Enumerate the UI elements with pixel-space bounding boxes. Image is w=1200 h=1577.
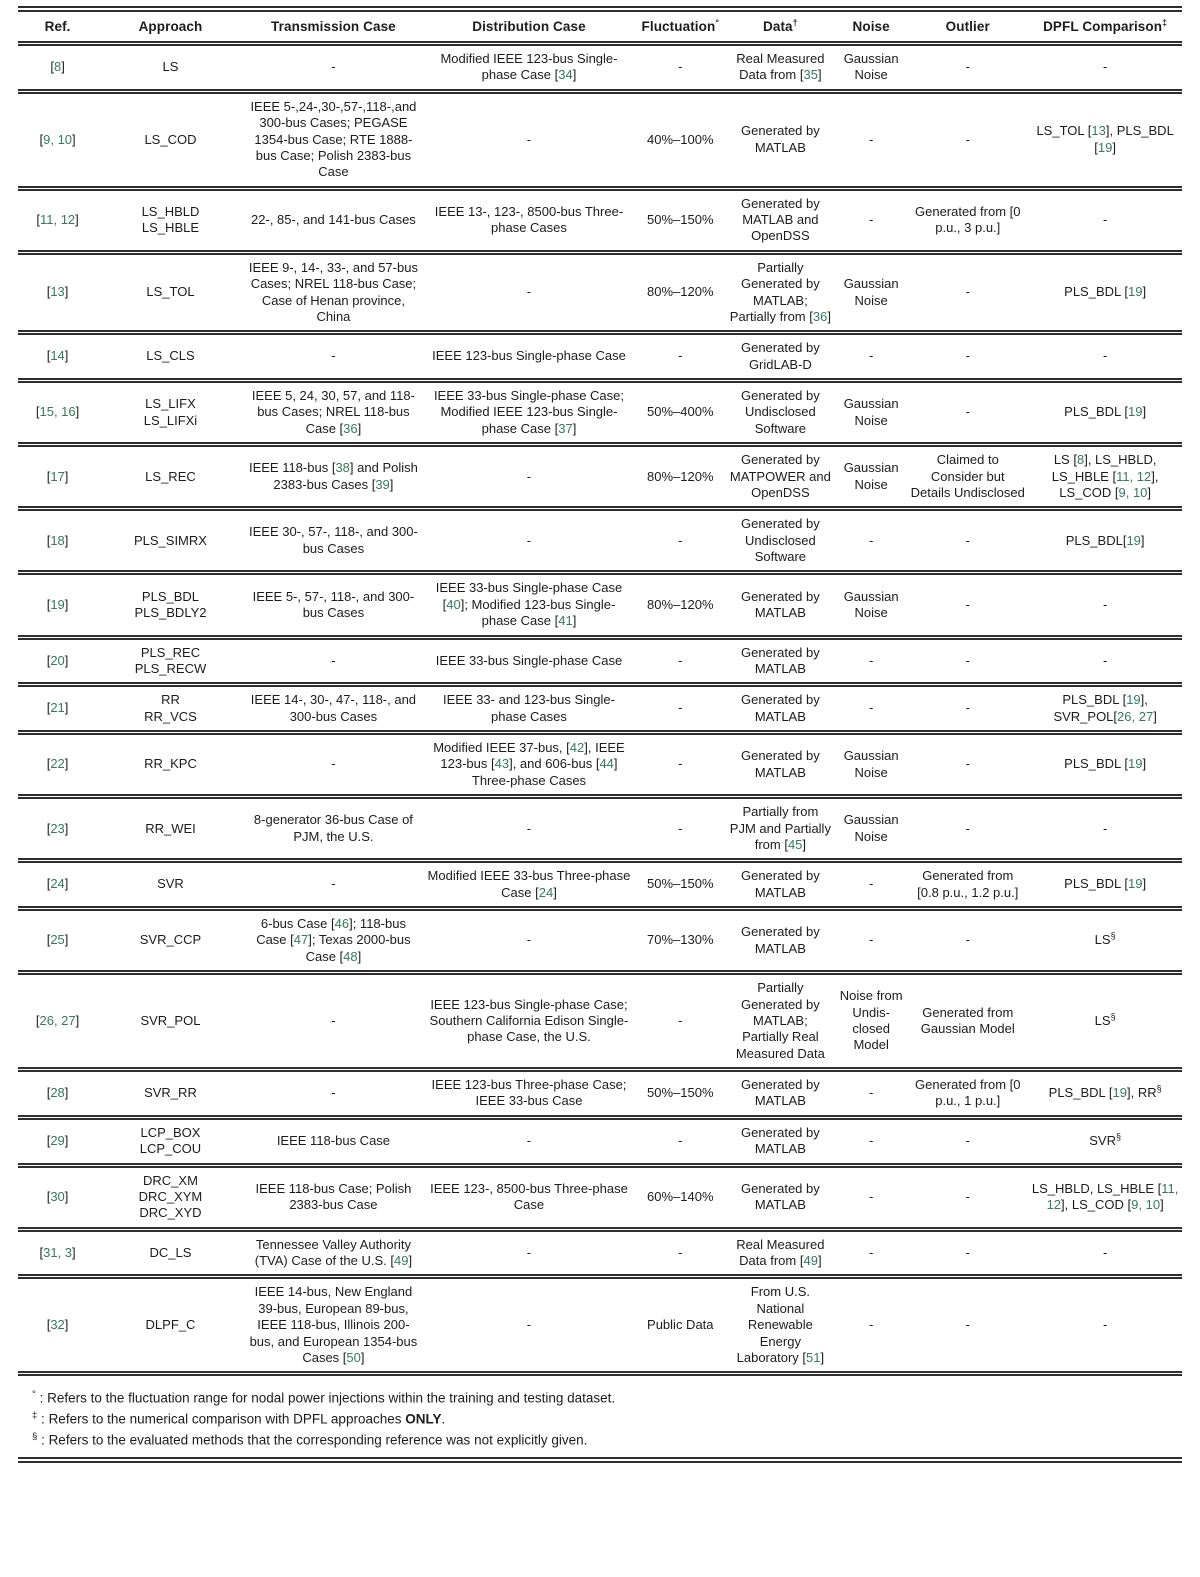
cell-dpfl-comparison: - — [1102, 1244, 1108, 1260]
table-row — [18, 509, 1182, 573]
cell-dpfl-comparison: - — [1102, 59, 1108, 75]
table-row — [18, 685, 1182, 733]
cell-outlier: - — [965, 1188, 970, 1204]
cell-dpfl-comparison: PLS_BDL [19] — [1064, 404, 1147, 420]
cell-ref: [13] — [46, 284, 69, 300]
table-row — [18, 1070, 1182, 1118]
citation-link[interactable]: 19 — [1128, 756, 1143, 772]
citation-link[interactable]: 38 — [335, 460, 350, 476]
cell-approach: SVR — [157, 876, 184, 892]
cell-distribution-case: - — [526, 820, 532, 836]
cell-fluctuation: - — [678, 756, 683, 772]
cell-ref: [19] — [46, 596, 69, 612]
citation-link[interactable]: 11, 12 — [1046, 1180, 1179, 1213]
table-row — [18, 1117, 1182, 1165]
cell-ref: [20] — [46, 652, 69, 668]
cell-dpfl-comparison: LS_TOL [13], PLS_BDL [19] — [1036, 123, 1174, 155]
cell-ref: [21] — [46, 700, 69, 716]
cell-approach: SVR_RR — [144, 1085, 197, 1101]
citation-link[interactable]: 26, 27 — [1117, 708, 1154, 724]
cell-ref: [15, 16] — [35, 404, 80, 420]
citation-link[interactable]: 48 — [343, 948, 358, 964]
cell-noise: Gaussian Noise — [843, 812, 899, 844]
cell-data: Generated by MATLAB — [740, 1077, 820, 1109]
cell-ref: [9, 10] — [39, 131, 76, 147]
cell-outlier: - — [965, 932, 970, 948]
citation-link[interactable]: 19 — [1097, 139, 1113, 155]
citation-link[interactable]: 35 — [803, 67, 818, 83]
cell-approach: DC_LS — [149, 1244, 192, 1260]
cell-fluctuation: - — [678, 59, 683, 75]
citation-link[interactable]: 39 — [375, 476, 390, 492]
citation-link[interactable]: 8 — [1076, 452, 1085, 468]
cell-fluctuation: 80%–120% — [647, 596, 714, 612]
cell-outlier: - — [965, 59, 970, 75]
cell-outlier: - — [965, 756, 970, 772]
cell-outlier: - — [965, 348, 970, 364]
cell-data: Generated by MATLAB — [740, 868, 820, 900]
cell-fluctuation: 50%–150% — [647, 876, 714, 892]
cell-data: Generated by MATLAB — [740, 123, 820, 155]
footnote-block — [18, 1380, 1182, 1462]
cell-distribution-case: IEEE 123-bus Single-phase Case; Southern California Edison Single-phase Case, the U.S. — [429, 996, 629, 1045]
cell-outlier: Generated from [0 p.u., 1 p.u.] — [915, 1077, 1021, 1109]
cell-noise: - — [868, 1132, 874, 1148]
cell-noise: - — [868, 932, 874, 948]
citation-link[interactable]: 11, 12 — [39, 212, 76, 227]
cell-distribution-case: IEEE 33-bus Single-phase Case [40]; Modified 123-bus Single-phase Case [41] — [435, 580, 623, 629]
cell-ref: [8] — [50, 59, 65, 75]
cell-outlier: Generated from Gaussian Model — [920, 1004, 1015, 1037]
cell-noise: - — [868, 212, 874, 227]
table-row — [18, 861, 1182, 909]
cell-approach: RR_KPC — [144, 756, 197, 772]
cell-dpfl-comparison: PLS_BDL [19], SVR_POL[26, 27] — [1053, 692, 1157, 724]
cell-noise: - — [868, 348, 874, 364]
cell-noise: Gaussian Noise — [843, 748, 899, 780]
cell-outlier: - — [965, 131, 970, 147]
citation-link[interactable]: 19 — [1128, 876, 1143, 892]
cell-approach: SVR_CCP — [139, 932, 202, 948]
cell-dpfl-comparison: - — [1102, 596, 1108, 612]
cell-outlier: - — [965, 652, 970, 668]
cell-fluctuation: - — [678, 1012, 683, 1028]
table-row — [18, 973, 1182, 1070]
cell-distribution-case: Modified IEEE 37-bus, [42], IEEE 123-bus [43], and 606-bus [44] Three-phase Cases — [433, 740, 625, 788]
citation-link[interactable]: 21 — [50, 700, 65, 716]
cell-noise: Gaussian Noise — [843, 588, 899, 620]
citation-link[interactable]: 13 — [50, 284, 65, 300]
cell-noise: Noise from Undis-closed Model — [839, 988, 903, 1053]
cell-data: Generated by MATLAB — [740, 644, 820, 676]
cell-distribution-case: - — [526, 468, 532, 484]
cell-distribution-case: Modified IEEE 33-bus Three-phase Case [24] — [427, 868, 631, 900]
table-row — [18, 733, 1182, 797]
table-row — [18, 44, 1182, 92]
dpfl-literature-review-table — [18, 6, 1182, 1376]
cell-fluctuation: - — [678, 700, 683, 716]
cell-fluctuation: 60%–140% — [647, 1188, 714, 1204]
cell-data: Generated by MATLAB — [740, 1124, 820, 1157]
citation-link[interactable]: 19 — [1112, 1085, 1127, 1101]
footnote-mark: ‡ — [32, 1410, 38, 1421]
citation-link[interactable]: 19 — [1128, 284, 1143, 300]
citation-link[interactable]: 43 — [494, 756, 510, 772]
citation-link[interactable]: 20 — [50, 652, 65, 668]
citation-link[interactable]: 51 — [806, 1349, 821, 1365]
citation-link[interactable]: 9, 10 — [43, 131, 73, 147]
cell-ref: [23] — [46, 820, 69, 836]
cell-transmission-case: - — [331, 59, 336, 75]
cell-dpfl-comparison: PLS_BDL[19] — [1065, 532, 1145, 548]
footnote: ‡ : Refers to the numerical comparison with DPFL approaches ONLY. — [32, 1410, 446, 1427]
citation-link[interactable]: 44 — [599, 756, 614, 772]
cell-approach: LS_TOL — [146, 284, 195, 300]
cell-ref: [32] — [46, 1317, 69, 1333]
cell-transmission-case: IEEE 14-bus, New England 39-bus, European 89-bus, IEEE 118-bus, Illinois 200-bus, and European 1354-bus Cases [50] — [249, 1284, 418, 1365]
cell-fluctuation: 70%–130% — [647, 932, 714, 948]
cell-transmission-case: 22-, 85-, and 141-bus Cases — [251, 212, 416, 227]
citation-link[interactable]: 14 — [50, 348, 65, 364]
column-header-noise: Noise — [852, 19, 890, 34]
cell-approach: LS_HBLD LS_HBLE — [141, 203, 200, 236]
citation-link[interactable]: 36 — [812, 308, 828, 324]
cell-approach: RR_WEI — [145, 820, 196, 836]
cell-outlier: Claimed to Consider but Details Undisclosed — [910, 452, 1025, 500]
cell-distribution-case: IEEE 123-, 8500-bus Three-phase Case — [430, 1180, 628, 1213]
cell-dpfl-comparison: - — [1102, 348, 1108, 364]
footnote: § : Refers to the evaluated methods that the corresponding reference was not explicitly given. — [32, 1430, 588, 1448]
cell-fluctuation: - — [678, 348, 683, 364]
citation-link[interactable]: 46 — [334, 916, 350, 931]
cell-data: From U.S. National Renewable Energy Laboratory [51] — [736, 1284, 825, 1365]
footnote-mark: § — [32, 1430, 38, 1442]
header-footnote-mark: ‡ — [1162, 17, 1168, 28]
table-row — [18, 909, 1182, 973]
cell-ref: [25] — [46, 932, 69, 948]
table-row — [18, 381, 1182, 445]
cell-data: Real Measured Data from [49] — [736, 1236, 825, 1268]
cell-fluctuation: - — [678, 652, 683, 668]
cell-transmission-case: - — [331, 756, 336, 772]
cell-transmission-case: IEEE 5-, 57-, 118-, and 300-bus Cases — [252, 588, 415, 620]
cell-approach: LS_COD — [144, 131, 197, 147]
column-header-approach: Approach — [138, 19, 203, 34]
table-row — [18, 1277, 1182, 1374]
citation-link[interactable]: 11, 12 — [1116, 468, 1152, 484]
cell-data: Partially from PJM and Partially from [45] — [729, 804, 831, 852]
cell-noise: - — [868, 700, 874, 716]
cell-ref: [28] — [46, 1085, 69, 1101]
citation-link[interactable]: 45 — [787, 836, 803, 852]
cell-noise: - — [868, 1188, 874, 1204]
cell-transmission-case: IEEE 5, 24, 30, 57, and 118-bus Cases; NREL 118-bus Case [36] — [251, 388, 415, 436]
citation-link[interactable]: 24 — [538, 884, 554, 900]
cell-transmission-case: IEEE 9-, 14-, 33-, and 57-bus Cases; NREL 118-bus Case; Case of Henan province, China — [248, 259, 418, 324]
citation-link[interactable]: 24 — [50, 876, 65, 892]
cell-transmission-case: - — [331, 1085, 336, 1101]
section-mark-sup: § — [1116, 1131, 1122, 1142]
citation-link[interactable]: 22 — [50, 756, 65, 772]
cell-data: Generated by MATLAB — [740, 748, 820, 780]
table-row — [18, 445, 1182, 509]
citation-link[interactable]: 8 — [53, 59, 62, 75]
cell-distribution-case: - — [526, 932, 532, 948]
citation-link[interactable]: 26, 27 — [39, 1012, 76, 1028]
citation-link[interactable]: 15, 16 — [39, 404, 76, 420]
cell-dpfl-comparison: - — [1102, 1317, 1108, 1333]
section-mark-sup: § — [1110, 931, 1116, 942]
cell-ref: [14] — [46, 348, 69, 364]
table-row — [18, 797, 1182, 861]
cell-noise: - — [868, 1317, 874, 1333]
citation-link[interactable]: 31, 3 — [43, 1244, 73, 1260]
cell-data: Partially Generated by MATLAB; Partially from [36] — [729, 259, 831, 324]
cell-approach: RR RR_VCS — [144, 692, 197, 724]
cell-transmission-case: - — [331, 1012, 336, 1028]
cell-outlier: Generated from [0.8 p.u., 1.2 p.u.] — [917, 868, 1019, 900]
cell-noise: - — [868, 652, 874, 668]
cell-transmission-case: IEEE 14-, 30-, 47-, 118-, and 300-bus Cases — [250, 692, 417, 724]
column-header-ref: Ref. — [44, 19, 71, 34]
header-row — [18, 9, 1182, 44]
cell-transmission-case: IEEE 118-bus Case — [276, 1132, 391, 1148]
cell-distribution-case: - — [526, 1317, 532, 1333]
cell-noise: - — [868, 532, 874, 548]
cell-dpfl-comparison: SVR§ — [1089, 1131, 1122, 1148]
citation-link[interactable]: 40 — [446, 596, 461, 612]
cell-dpfl-comparison: - — [1102, 820, 1108, 836]
cell-fluctuation: - — [678, 1244, 683, 1260]
cell-dpfl-comparison: PLS_BDL [19] — [1064, 876, 1147, 892]
cell-outlier: - — [965, 404, 970, 420]
table-header — [18, 9, 1182, 44]
cell-data: Generated by GridLAB-D — [740, 340, 820, 372]
cell-dpfl-comparison: LS_HBLD, LS_HBLE [11, 12], LS_COD [9, 10] — [1031, 1180, 1179, 1213]
cell-approach: DLPF_C — [145, 1317, 196, 1333]
cell-fluctuation: Public Data — [647, 1317, 714, 1333]
cell-dpfl-comparison: - — [1102, 652, 1108, 668]
cell-ref: [26, 27] — [35, 1012, 80, 1028]
section-mark-sup: § — [1110, 1011, 1116, 1022]
table-row — [18, 573, 1182, 637]
citation-link[interactable]: 50 — [346, 1349, 361, 1365]
cell-approach: PLS_BDL PLS_BDLY2 — [134, 588, 207, 620]
cell-approach: SVR_POL — [140, 1012, 201, 1028]
cell-data: Generated by MATLAB — [740, 588, 820, 620]
cell-noise: Gaussian Noise — [843, 460, 899, 492]
citation-link[interactable]: 17 — [50, 468, 65, 484]
cell-dpfl-comparison: LS§ — [1094, 1011, 1116, 1028]
cell-fluctuation: 80%–120% — [647, 284, 714, 300]
citation-link[interactable]: 30 — [50, 1188, 65, 1204]
cell-noise: - — [868, 876, 874, 892]
cell-fluctuation: 40%–100% — [647, 131, 714, 147]
citation-link[interactable]: 19 — [1128, 404, 1143, 420]
citation-link[interactable]: 23 — [50, 820, 65, 836]
cell-dpfl-comparison: PLS_BDL [19], RR§ — [1048, 1083, 1162, 1101]
citation-link[interactable]: 42 — [569, 740, 585, 755]
cell-data: Generated by MATLAB and OpenDSS — [740, 195, 820, 244]
table-row — [18, 1229, 1182, 1277]
cell-fluctuation: 50%–150% — [647, 1085, 714, 1101]
header-footnote-mark: † — [792, 17, 798, 28]
table-row — [18, 91, 1182, 188]
cell-approach: LS_CLS — [146, 348, 195, 364]
cell-distribution-case: - — [526, 131, 532, 147]
cell-distribution-case: IEEE 123-bus Three-phase Case; IEEE 33-bus Case — [431, 1077, 627, 1109]
cell-distribution-case: - — [526, 532, 532, 548]
cell-data: Generated by MATLAB — [740, 924, 820, 956]
cell-outlier: - — [965, 1244, 970, 1260]
cell-ref: [24] — [46, 876, 69, 892]
citation-link[interactable]: 34 — [558, 67, 573, 83]
cell-outlier: Generated from [0 p.u., 3 p.u.] — [915, 203, 1021, 236]
cell-approach: LCP_BOX LCP_COU — [139, 1124, 202, 1157]
cell-noise: Gaussian Noise — [843, 51, 899, 83]
cell-transmission-case: - — [331, 348, 336, 364]
citation-link[interactable]: 28 — [50, 1085, 65, 1101]
cell-approach: LS_LIFX LS_LIFXi — [143, 396, 198, 428]
cell-approach: DRC_XM DRC_XYM DRC_XYD — [138, 1172, 203, 1221]
cell-data: Generated by Undisclosed Software — [740, 516, 820, 564]
cell-data: Generated by MATPOWER and OpenDSS — [729, 452, 831, 500]
column-header-distribution-case: Distribution Case — [472, 19, 586, 34]
cell-transmission-case: - — [331, 876, 336, 892]
cell-data: Generated by Undisclosed Software — [740, 388, 820, 436]
cell-approach: PLS_REC PLS_RECW — [134, 644, 207, 676]
column-header-outlier: Outlier — [945, 19, 990, 34]
cell-noise: - — [868, 1085, 874, 1101]
header-footnote-mark: ° — [715, 17, 720, 28]
citation-link[interactable]: 49 — [393, 1253, 409, 1268]
cell-data: Generated by MATLAB — [740, 692, 820, 724]
section-mark-sup: § — [1156, 1083, 1162, 1094]
citation-link[interactable]: 18 — [50, 532, 65, 548]
cell-outlier: - — [965, 1132, 970, 1148]
cell-ref: [29] — [46, 1132, 69, 1148]
cell-approach: PLS_SIMRX — [133, 532, 207, 548]
cell-dpfl-comparison: LS [8], LS_HBLD, LS_HBLE [11, 12], LS_COD [9, 10] — [1051, 452, 1159, 500]
citation-link[interactable]: 19 — [1126, 692, 1141, 708]
cell-dpfl-comparison: - — [1102, 212, 1108, 227]
cell-transmission-case: IEEE 118-bus [38] and Polish 2383-bus Cases [39] — [248, 460, 418, 492]
cell-outlier: - — [965, 532, 970, 548]
cell-ref: [31, 3] — [39, 1244, 76, 1260]
cell-fluctuation: - — [678, 1132, 683, 1148]
table-body — [18, 44, 1182, 1374]
cell-fluctuation: 50%–400% — [647, 404, 714, 420]
cell-approach: LS_REC — [145, 468, 196, 484]
citation-link[interactable]: 29 — [50, 1132, 65, 1148]
cell-noise: Gaussian Noise — [843, 276, 899, 308]
cell-distribution-case: IEEE 33-bus Single-phase Case — [435, 652, 623, 668]
cell-fluctuation: - — [678, 820, 683, 836]
column-header-transmission-case: Transmission Case — [271, 19, 396, 34]
cell-ref: [22] — [46, 756, 69, 772]
cell-distribution-case: - — [526, 1244, 532, 1260]
cell-fluctuation: 50%–150% — [647, 212, 714, 227]
citation-link[interactable]: 37 — [558, 420, 573, 436]
cell-distribution-case: Modified IEEE 123-bus Single-phase Case [34] — [440, 51, 618, 83]
cell-data: Generated by MATLAB — [740, 1180, 820, 1213]
table-row — [18, 1165, 1182, 1229]
cell-ref: [11, 12] — [36, 212, 79, 227]
cell-ref: [18] — [46, 532, 69, 548]
table-row — [18, 637, 1182, 685]
cell-transmission-case: IEEE 118-bus Case; Polish 2383-bus Case — [255, 1180, 412, 1213]
cell-outlier: - — [965, 700, 970, 716]
footnote-mark: ° — [32, 1389, 36, 1401]
footnote-bold-text: ONLY — [405, 1411, 442, 1427]
cell-transmission-case: IEEE 30-, 57-, 118-, and 300-bus Cases — [248, 524, 418, 556]
citation-link[interactable]: 49 — [803, 1253, 818, 1268]
cell-data: Partially Generated by MATLAB; Partially Real Measured Data — [735, 980, 825, 1061]
cell-dpfl-comparison: PLS_BDL [19] — [1064, 756, 1147, 772]
citation-link[interactable]: 13 — [1091, 123, 1106, 139]
citation-link[interactable]: 47 — [293, 932, 309, 948]
cell-transmission-case: - — [331, 652, 336, 668]
citation-link[interactable]: 41 — [558, 613, 573, 629]
cell-outlier: - — [965, 1317, 970, 1333]
table-row — [18, 252, 1182, 333]
cell-transmission-case: Tennessee Valley Authority (TVA) Case of the U.S. [49] — [254, 1236, 413, 1268]
cell-distribution-case: IEEE 123-bus Single-phase Case — [432, 348, 626, 364]
cell-fluctuation: - — [678, 532, 683, 548]
cell-ref: [17] — [46, 468, 69, 484]
cell-noise: Gaussian Noise — [843, 396, 899, 428]
column-header-dpfl-comparison: DPFL Comparison‡ — [1043, 17, 1168, 34]
citation-link[interactable]: 19 — [1126, 532, 1141, 548]
cell-distribution-case: IEEE 33-bus Single-phase Case; Modified IEEE 123-bus Single-phase Case [37] — [433, 388, 624, 436]
table-row — [18, 188, 1182, 252]
citation-link[interactable]: 36 — [343, 420, 358, 436]
citation-link[interactable]: 19 — [50, 596, 65, 612]
table-row — [18, 333, 1182, 381]
cell-distribution-case: IEEE 13-, 123-, 8500-bus Three-phase Cases — [434, 203, 624, 236]
citation-link[interactable]: 9, 10 — [1118, 484, 1148, 500]
cell-distribution-case: - — [526, 284, 532, 300]
cell-transmission-case: 8-generator 36-bus Case of PJM, the U.S. — [253, 812, 413, 844]
cell-transmission-case: IEEE 5-,24-,30-,57-,118-,and 300-bus Cases; PEGASE 1354-bus Case; RTE 1888-bus Case; Polish 2383-bus Case — [250, 98, 417, 180]
citation-link[interactable]: 9, 10 — [1131, 1197, 1161, 1213]
cell-approach: LS — [162, 59, 179, 75]
cell-data: Real Measured Data from [35] — [736, 51, 825, 83]
cell-dpfl-comparison: PLS_BDL [19] — [1064, 284, 1147, 300]
cell-outlier: - — [965, 284, 970, 300]
cell-outlier: - — [965, 820, 970, 836]
cell-ref: [30] — [46, 1188, 69, 1204]
citation-link[interactable]: 32 — [50, 1317, 65, 1333]
footnote: ° : Refers to the fluctuation range for nodal power injections within the training and testing dataset. — [32, 1389, 616, 1406]
cell-noise: - — [868, 1244, 874, 1260]
cell-noise: - — [868, 131, 874, 147]
cell-transmission-case: 6-bus Case [46]; 118-bus Case [47]; Texas 2000-bus Case [48] — [256, 916, 411, 964]
cell-outlier: - — [965, 596, 970, 612]
cell-dpfl-comparison: LS§ — [1094, 931, 1116, 948]
cell-distribution-case: - — [526, 1132, 532, 1148]
column-header-data: Data† — [762, 17, 798, 34]
citation-link[interactable]: 25 — [50, 932, 65, 948]
cell-fluctuation: 80%–120% — [647, 468, 714, 484]
column-header-fluctuation: Fluctuation° — [641, 17, 720, 34]
cell-distribution-case: IEEE 33- and 123-bus Single-phase Cases — [442, 692, 615, 724]
